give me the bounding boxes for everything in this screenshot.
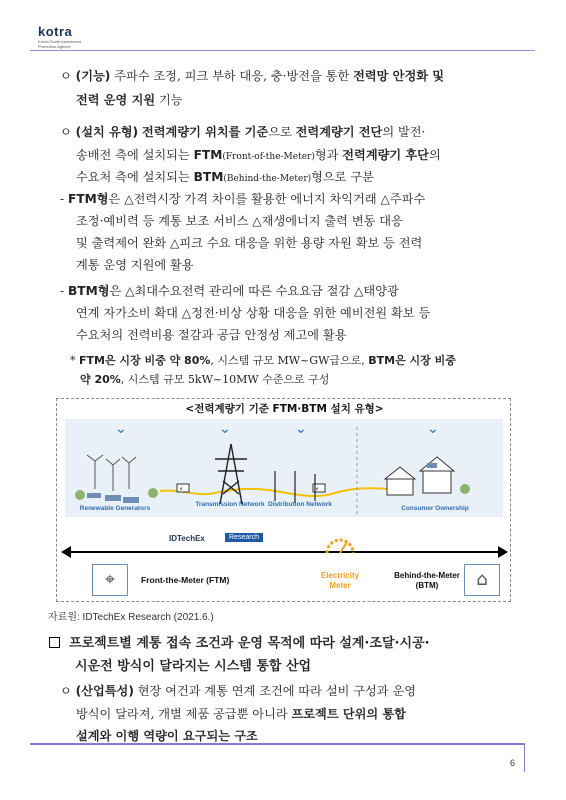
text: 방식이 달라져, 개별 제품 공급뿐 아니라	[76, 707, 292, 721]
page-number: 6	[510, 758, 516, 768]
bold-text: 전력망 안정화 및	[353, 69, 445, 83]
btm-label: Behind-the-Meter (BTM)	[394, 571, 460, 590]
label-distribution: Distribution Network	[268, 501, 332, 508]
text: 주파수 조정, 피크 부하 대응, 충·방전을 통한	[110, 69, 354, 83]
arrow-right-icon	[498, 546, 508, 558]
label-transmission: Transmission Network	[195, 501, 265, 508]
text: ㅇ	[60, 125, 76, 139]
ftm-tower-icon: ⌖	[92, 564, 128, 596]
section-heading	[49, 632, 430, 678]
text-line	[80, 369, 329, 390]
text-line	[60, 122, 425, 143]
kotra-logo	[38, 24, 108, 49]
text: 의 발전·	[382, 125, 426, 139]
text: 계통 운영 지원에 활용	[76, 258, 194, 272]
text: ㅇ	[60, 69, 76, 83]
footer-vertical-rule	[524, 745, 525, 772]
text-line	[76, 167, 374, 190]
logo-subtitle: Korea Trade-Investment Promotion Agency	[38, 39, 81, 49]
text-line	[76, 211, 403, 232]
meter-label: Electricity Meter	[320, 571, 360, 590]
bold-text: 전력계량기 전단	[295, 125, 383, 139]
bold-text: 설계와 이행 역량이 요구되는 구조	[76, 729, 258, 743]
figure-ftm-btm	[56, 398, 511, 602]
chevron-down-icon: ⌄	[295, 421, 307, 437]
text: ㅇ	[60, 684, 76, 698]
text-line	[76, 303, 430, 324]
text: 형으로 구분	[311, 170, 374, 184]
electricity-meter-icon	[323, 533, 357, 555]
logo-word: kotra	[38, 24, 73, 39]
bold-text: (기능)	[75, 69, 111, 83]
distribution-pole-icon	[275, 471, 315, 503]
text-line	[70, 350, 456, 371]
text-line	[76, 145, 441, 168]
idtechex-brand: IDTechEx	[169, 534, 205, 543]
text-line	[60, 281, 399, 302]
text-line	[60, 681, 416, 702]
text-line	[60, 189, 425, 210]
bold-text: 전력 운영 지원	[76, 93, 156, 107]
bold-text: (설치 유형)	[75, 125, 139, 139]
text-line	[76, 325, 346, 346]
text: 의	[428, 148, 441, 162]
text-line	[76, 255, 194, 276]
text: 현장 여건과 계통 연계 조건에 따라 설비 구성과 운영	[133, 684, 416, 698]
checkbox-square-icon	[49, 637, 60, 648]
bold-text: 프로젝트 단위의 통합	[291, 707, 406, 721]
bold-text: FTM은 시장 비중 약 80%	[79, 354, 211, 367]
text: (Front-of-the-Meter)	[222, 152, 315, 162]
svg-text:⚡: ⚡	[315, 486, 320, 493]
text-line	[76, 704, 406, 725]
text: 은 △최대수요전력 관리에 따른 수요요금 절감 △태양광	[109, 284, 399, 298]
chevron-down-icon: ⌄	[219, 421, 231, 437]
text: 으로	[268, 125, 296, 139]
bold-text: 전력계량기 위치를 기준	[142, 125, 269, 139]
text: , 시스템 규모 5kW~10MW 수준으로 구성	[120, 373, 330, 386]
chevron-down-icon: ⌄	[115, 421, 127, 437]
solar-panel-icon	[87, 493, 139, 503]
figure-title: <전력계량기 기준 FTM·BTM 설치 유형>	[185, 403, 384, 415]
chevron-down-icon: ⌄	[427, 421, 439, 437]
bold-text: 약 20%	[80, 373, 121, 386]
footer-rule	[30, 743, 525, 745]
meter-axis	[69, 551, 499, 553]
text: 및 출력제어 완화 △피크 수요 대응을 위한 용량 자원 확보 등 전력	[76, 236, 423, 250]
bold-text: BTM은 시장 비중	[368, 354, 456, 367]
svg-text:⚡: ⚡	[179, 486, 184, 493]
text: 송배전 측에 설치되는	[76, 148, 194, 162]
text: , 시스템 규모 MW~GW급으로,	[210, 354, 369, 367]
text: *	[70, 354, 79, 367]
section-heading-line1: 프로젝트별 계통 접속 조건과 운영 목적에 따라 설계·조달·시공·	[69, 636, 430, 651]
btm-house-icon: ⌂	[464, 564, 500, 596]
header-rule	[30, 50, 535, 51]
text: -	[60, 192, 68, 206]
text: 수요처 측에 설치되는	[76, 170, 194, 184]
text: 은 △전력시장 가격 차이를 활용한 에너지 차익거래 △주파수	[108, 192, 426, 206]
text-line	[76, 233, 422, 254]
text: -	[60, 284, 68, 298]
ftm-label: Front-the-Meter (FTM)	[141, 575, 230, 585]
figure-illustration	[65, 419, 503, 517]
bold-text: FTM	[193, 148, 223, 162]
label-renewable: Renewable Generators	[79, 505, 151, 512]
label-consumer: Consumer Ownership	[401, 505, 469, 512]
text-line	[76, 90, 183, 111]
text: 연계 자가소비 확대 △정전·비상 상황 대응을 위한 예비전원 확보 등	[76, 306, 431, 320]
bold-text: (산업특성)	[75, 684, 134, 698]
transmission-tower-icon	[215, 444, 247, 504]
bold-text: BTM형	[68, 284, 110, 298]
bold-text: BTM	[193, 170, 224, 184]
text: 기능	[155, 93, 183, 107]
house-icon	[385, 457, 454, 495]
text: 조정·예비력 등 계통 보조 서비스 △재생에너지 출력 변동 대응	[76, 214, 403, 228]
bold-text: FTM형	[68, 192, 109, 206]
text: (Behind-the-Meter)	[223, 174, 312, 184]
wind-turbine-icon	[87, 455, 136, 491]
idtechex-badge: Research	[225, 533, 263, 542]
bold-text: 전력계량기 후단	[342, 148, 429, 162]
text: 형과	[314, 148, 343, 162]
figure-source: 자료원: IDTechEx Research (2021.6.)	[48, 612, 214, 623]
text-line	[60, 66, 444, 87]
text: 수요처의 전력비용 절감과 공급 안정성 제고에 활용	[76, 328, 347, 342]
section-heading-line2: 시운전 방식이 달라지는 시스템 통합 산업	[75, 659, 312, 674]
